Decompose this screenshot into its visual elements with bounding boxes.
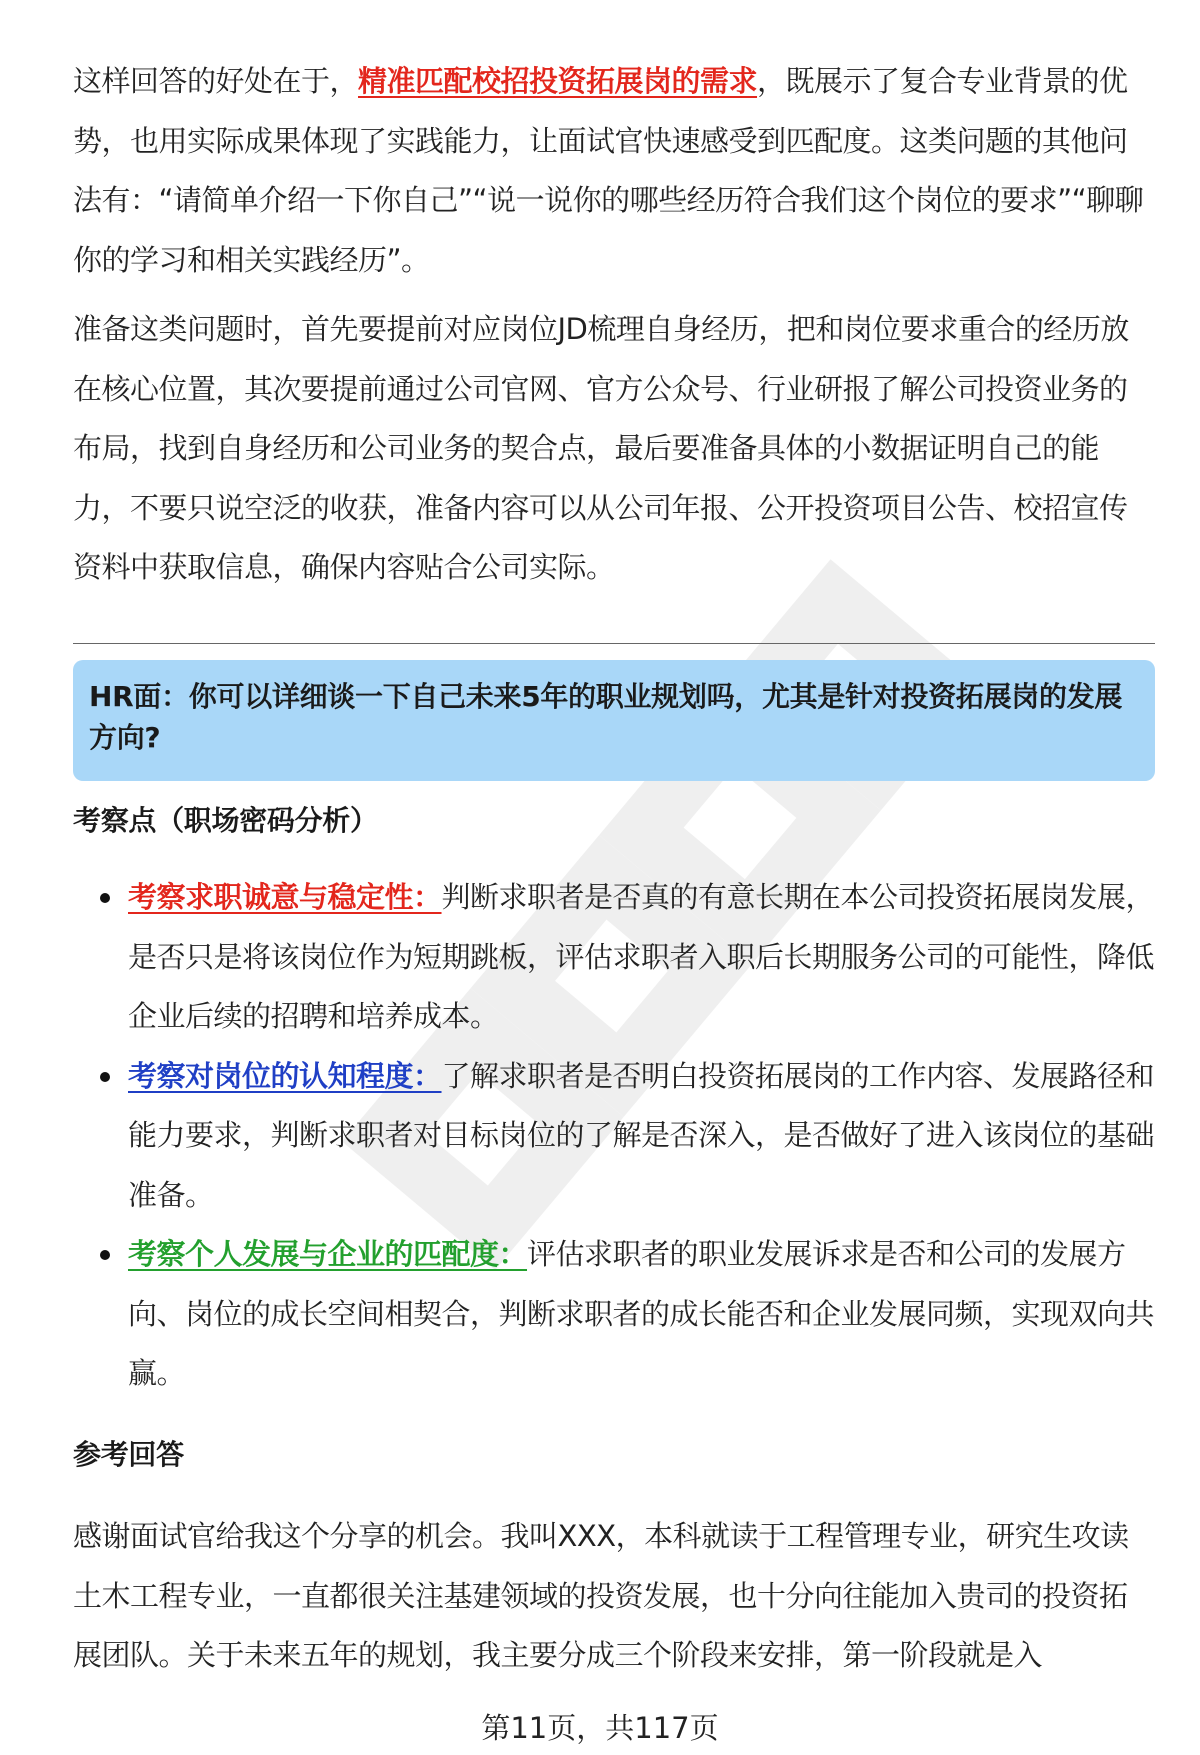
intro-paragraph-1 [73,52,1148,290]
intro-text-before: 这样回答的好处在于， [73,64,359,98]
bullet-dot-icon [100,893,110,903]
analysis-item-body: 评估求职者的职业发展诉求是否和公司的发展方向、岗位的成长空间相契合，判断求职者的成长能否和企业发展同频，实现双向共赢。 [128,1237,1155,1390]
question-box [73,660,1155,781]
analysis-item-title: 考察求职诚意与稳定性： [128,880,442,914]
intro-text-after: ，既展示了复合专业背景的优势，也用实际成果体现了实践能力，让面试官快速感受到匹配度。这类问题的其他问法有：“请简单介绍一下你自己”“说一说你的哪些经历符合我们这个岗位的要求”“聊聊你的学习和相关实践经历”。 [73,64,1144,277]
list-item [73,1047,1155,1226]
intro-paragraph-2: 准备这类问题时，首先要提前对应岗位JD梳理自身经历，把和岗位要求重合的经历放在核心位置，其次要提前通过公司官网、官方公众号、行业研报了解公司投资业务的布局，找到自身经历和公司业务的契合点，最后要准备具体的小数据证明自己的能力，不要只说空泛的收获，准备内容可以从公司年报、公开投资项目公告、校招宣传资料中获取信息，确保内容贴合公司实际。 [73,312,1129,584]
list-item [73,868,1155,1047]
analysis-list [73,868,1155,1404]
analysis-item-body: 了解求职者是否明白投资拓展岗的工作内容、发展路径和能力要求，判断求职者对目标岗位的了解是否深入，是否做好了进入该岗位的基础准备。 [128,1058,1155,1212]
bullet-dot-icon [100,1250,110,1260]
reference-heading: 参考回答 [73,1438,184,1471]
section-divider [73,643,1155,644]
question-text: HR面：你可以详细谈一下自己未来5年的职业规划吗，尤其是针对投资拓展岗的发展方向? [89,680,1123,754]
list-item [73,1225,1155,1404]
analysis-item-body: 判断求职者是否真的有意长期在本公司投资拓展岗发展，是否只是将该岗位作为短期跳板，评估求职者入职后长期服务公司的可能性，降低企业后续的招聘和培养成本。 [128,880,1155,1033]
page-number: 第11页，共117页 [481,1711,719,1745]
intro-highlight: 精准匹配校招投资拓展岗的需求 [358,64,758,98]
bullet-dot-icon [100,1072,110,1082]
analysis-heading: 考察点（职场密码分析） [73,804,378,837]
analysis-item-title: 考察个人发展与企业的匹配度： [128,1237,528,1271]
analysis-item-title: 考察对岗位的认知程度： [128,1058,442,1093]
reference-answer: 感谢面试官给我这个分享的机会。我叫XXX，本科就读于工程管理专业，研究生攻读土木工程专业，一直都很关注基建领域的投资发展，也十分向往能加入贵司的投资拓展团队。关于未来五年的规划，我主要分成三个阶段来安排，第一阶段就是入 [73,1519,1129,1672]
